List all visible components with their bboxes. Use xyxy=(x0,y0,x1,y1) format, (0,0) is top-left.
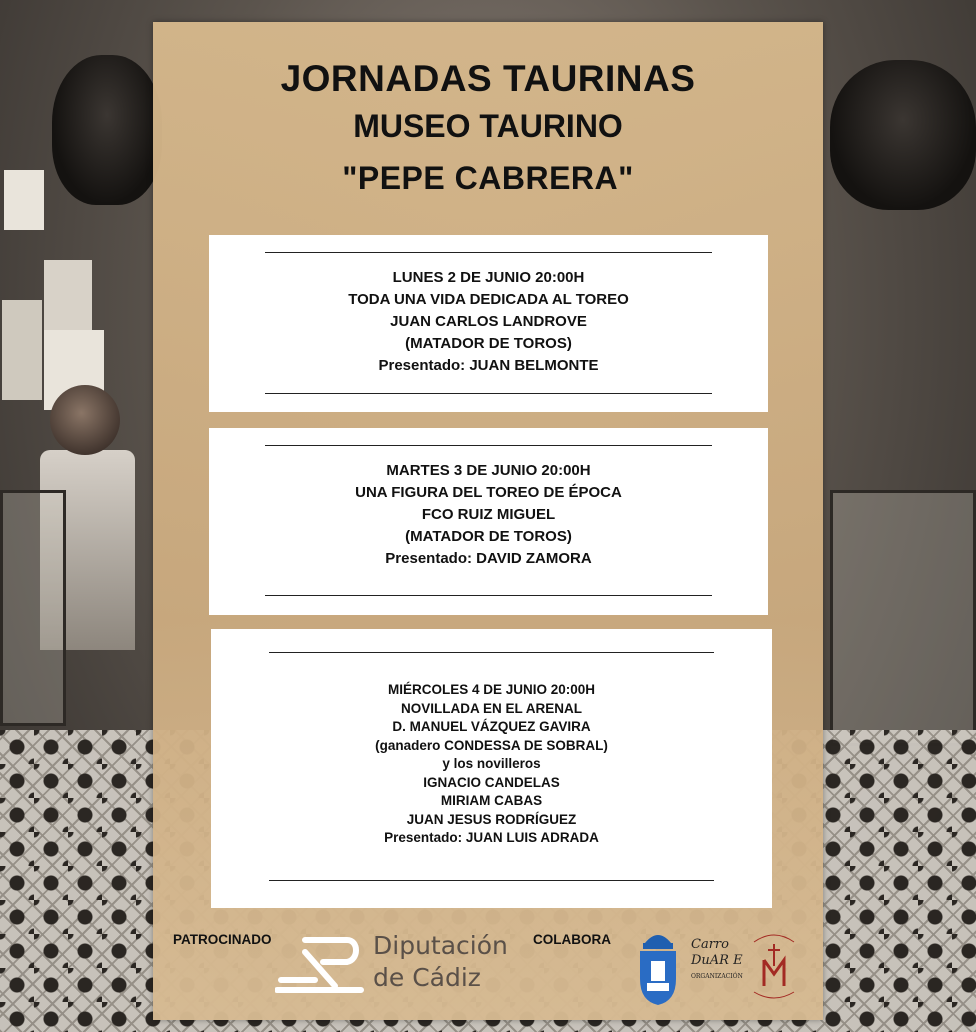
sponsor-name-line1: Diputación xyxy=(373,931,508,960)
event-2-date: MARTES 3 DE JUNIO 20:00H xyxy=(386,462,591,479)
bull-head-right xyxy=(830,60,976,210)
event-2-speaker: FCO RUIZ MIGUEL xyxy=(421,506,556,523)
sponsor-name xyxy=(373,930,508,994)
event-2-text xyxy=(209,460,768,570)
event-card-3 xyxy=(211,629,772,908)
museo-pepe-cabrera-logo xyxy=(748,926,800,1006)
event-3-presenter: Presentado: JUAN LUIS ADRADA xyxy=(384,830,599,845)
divider-bottom xyxy=(269,880,714,881)
event-3-novillero-1: IGNACIO CANDELAS xyxy=(423,774,560,790)
carro-duarte-logo: Carro DuAR E ORGANIZACIÓN xyxy=(691,937,743,980)
event-3-date: MIÉRCOLES 4 DE JUNIO 20:00H xyxy=(387,682,596,697)
event-3-text xyxy=(211,681,772,848)
event-2-presenter: Presentado: DAVID ZAMORA xyxy=(385,550,592,567)
display-case-right xyxy=(830,490,976,746)
divider-top xyxy=(269,652,714,653)
event-1-date: LUNES 2 DE JUNIO 20:00H xyxy=(392,269,585,286)
divider-top xyxy=(265,445,712,446)
event-2-role: (MATADOR DE TOROS) xyxy=(405,528,572,545)
event-2-topic: UNA FIGURA DEL TOREO DE ÉPOCA xyxy=(355,484,622,501)
event-card-2 xyxy=(209,428,768,615)
event-1-text xyxy=(209,267,768,377)
event-1-topic: TODA UNA VIDA DEDICADA AL TOREO xyxy=(348,291,629,308)
event-3-speaker: D. MANUEL VÁZQUEZ GAVIRA xyxy=(392,719,591,734)
poster-title: JORNADAS TAURINAS xyxy=(280,58,696,99)
event-1-speaker: JUAN CARLOS LANDROVE xyxy=(390,313,587,330)
event-poster xyxy=(153,22,823,1020)
sponsor-label: PATROCINADO xyxy=(173,932,272,947)
divider-bottom xyxy=(265,393,712,394)
town-crest-icon xyxy=(637,927,679,1005)
divider-top xyxy=(265,252,712,253)
matador-bust-head xyxy=(50,385,120,455)
poster-subtitle-name: "PEPE CABRERA" xyxy=(342,160,634,196)
poster-subtitle-museum: MUSEO TAURINO xyxy=(353,108,623,144)
event-3-speaker-role: (ganadero CONDESSA DE SOBRAL) xyxy=(375,737,608,753)
collab-label: COLABORA xyxy=(533,932,611,947)
event-1-role: (MATADOR DE TOROS) xyxy=(405,335,572,352)
event-3-novillero-3: JUAN JESUS RODRÍGUEZ xyxy=(406,811,577,827)
bull-head-left xyxy=(52,55,162,205)
sponsor-name-line2: de Cádiz xyxy=(373,963,481,992)
diputacion-logo-icon xyxy=(275,932,365,996)
event-3-topic: NOVILLADA EN EL ARENAL xyxy=(400,700,582,716)
event-1-presenter: Presentado: JUAN BELMONTE xyxy=(378,357,599,374)
event-3-novillero-2: MIRIAM CABAS xyxy=(440,793,543,808)
divider-bottom xyxy=(265,595,712,596)
display-case-left xyxy=(0,490,66,726)
event-card-1 xyxy=(209,235,768,412)
event-3-intro: y los novilleros xyxy=(442,756,541,771)
